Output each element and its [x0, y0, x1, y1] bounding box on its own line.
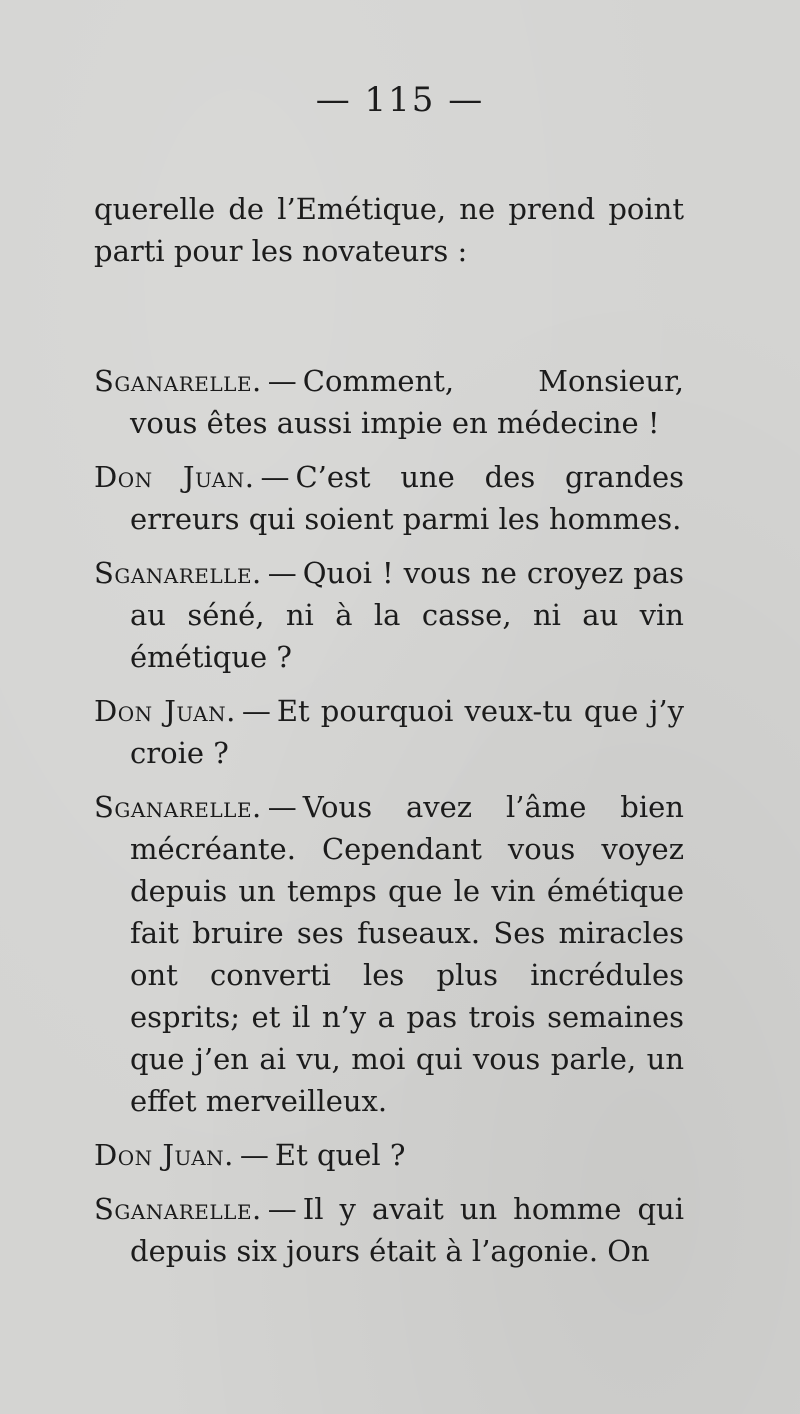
speech-dash: — — [260, 460, 290, 494]
speech-dash: — — [241, 694, 271, 728]
speech-sganarelle — [94, 552, 684, 678]
speaker-name: Sganarelle. — [94, 1192, 262, 1226]
speech-dash: — — [267, 556, 297, 590]
speech-sganarelle — [94, 1188, 684, 1272]
speech-text: C’est une des grandes erreurs qui soient parmi les hommes. — [130, 460, 684, 536]
speaker-name: Sganarelle. — [94, 790, 262, 824]
speech-sganarelle — [94, 786, 684, 1122]
speaker-name: Don Juan. — [94, 1138, 234, 1172]
intro-line: parti pour les novateurs : — [94, 234, 468, 268]
intro-line: querelle de l’Emétique, ne prend point — [94, 192, 684, 226]
speech-don-juan — [94, 456, 684, 540]
speech-text: Comment, Monsieur, vous êtes aussi impie en médecine ! — [130, 364, 684, 440]
speech-text: Il y avait un homme qui depuis six jours était à l’agonie. On — [130, 1192, 684, 1268]
intro-paragraph — [94, 188, 684, 272]
speech-don-juan — [94, 1134, 684, 1176]
speaker-name: Don Juan. — [94, 694, 236, 728]
dialogue — [94, 360, 684, 1284]
speaker-name: Sganarelle. — [94, 364, 262, 398]
speech-dash: — — [267, 1192, 297, 1226]
speaker-name: Sganarelle. — [94, 556, 262, 590]
speech-text: Vous avez l’âme bien mécréante. Cependant vous voyez depuis un temps que le vin émétique fait bruire ses fuseaux. Ses miracles ont converti les plus incrédules esprits; et il n’y a pas trois semaines que j’en ai vu, moi qui vous parle, un effet merveilleux. — [130, 790, 684, 1118]
speech-text: Quoi ! vous ne croyez pas au séné, ni à la casse, ni au vin émétique ? — [130, 556, 684, 674]
speech-dash: — — [267, 364, 297, 398]
speech-sganarelle — [94, 360, 684, 444]
page-number: — 115 — — [315, 80, 485, 120]
speech-don-juan — [94, 690, 684, 774]
speech-dash: — — [239, 1138, 269, 1172]
speech-dash: — — [267, 790, 297, 824]
speaker-name: Don Juan. — [94, 460, 255, 494]
speech-text: Et quel ? — [274, 1138, 406, 1172]
speech-text: Et pourquoi veux-tu que j’y croie ? — [130, 694, 684, 770]
